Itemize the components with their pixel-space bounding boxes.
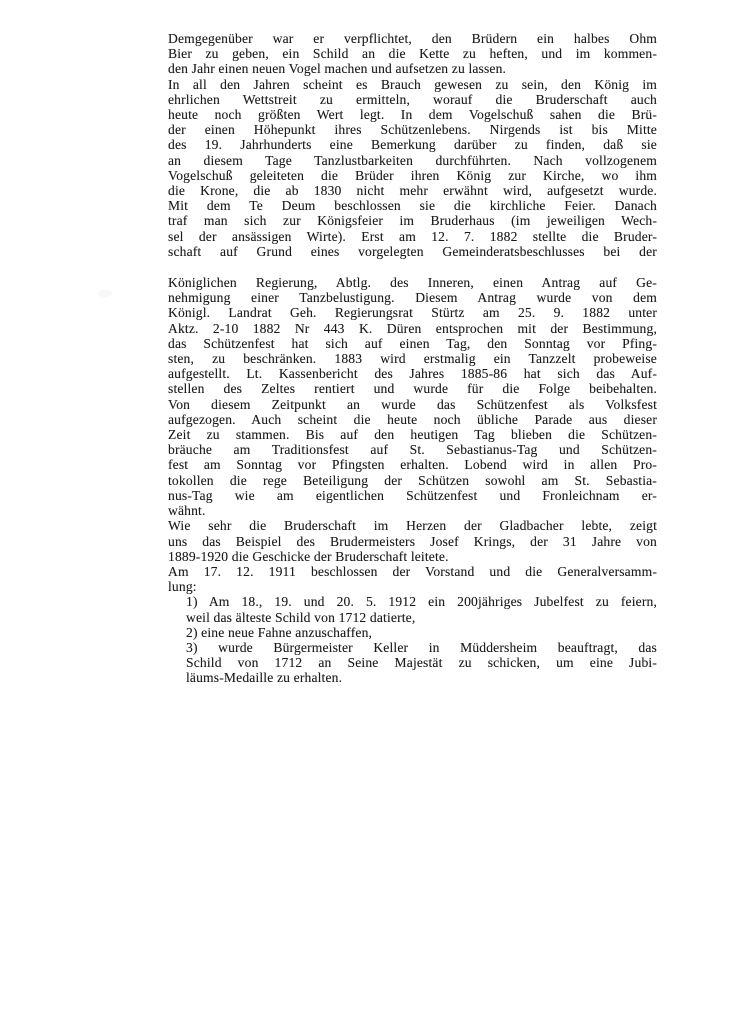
- text-line: nus-Tag wie am eigentlichen Schützenfest und Fronleichnam er-: [168, 487, 657, 503]
- text-line: lung:: [168, 579, 197, 595]
- text-line: schaft auf Grund eines vorgelegten Gemeinderatsbeschlusses bei der: [168, 243, 657, 259]
- text-line: das Schützenfest hat sich auf einen Tag, den Sonntag vor Pfing-: [168, 335, 657, 351]
- paragraph-1: [168, 31, 657, 259]
- text-line: 3) wurde Bürgermeister Keller in Müddersheim beauftragt, das: [186, 639, 657, 655]
- text-line: Am 17. 12. 1911 beschlossen der Vorstand und die Generalversamm-: [168, 563, 657, 579]
- text-line: sel der ansässigen Wirte). Erst am 12. 7. 1882 stellte die Bruder-: [168, 228, 657, 244]
- text-line: sten, zu beschränken. 1883 wird erstmalig ein Tanzzelt probeweise: [168, 351, 657, 367]
- text-line: nehmigung einer Tanzbelustigung. Diesem Antrag wurde von dem: [168, 290, 657, 306]
- text-line: tokollen die rege Beteiligung der Schützen sowohl am St. Sebastia-: [168, 472, 657, 488]
- text-line: uns das Beispiel des Brudermeisters Josef Krings, der 31 Jahre von: [168, 533, 657, 549]
- text-line: stellen des Zeltes rentiert und wurde für die Folge beibehalten.: [168, 381, 657, 397]
- paragraph-3: [168, 518, 657, 564]
- paragraph-2: [168, 275, 657, 518]
- text-line: Königlichen Regierung, Abtlg. des Inneren, einen Antrag auf Ge-: [168, 275, 657, 291]
- text-line: des 19. Jahrhunderts eine Bemerkung darüber zu finden, daß sie: [168, 137, 657, 153]
- text-line: Bier zu geben, ein Schild an die Kette zu heften, und im kommen-: [168, 46, 657, 62]
- text-line: heute noch größten Wert legt. In dem Vogelschuß sahen die Brü-: [168, 107, 657, 123]
- text-line: 2) eine neue Fahne anzuschaffen,: [186, 624, 373, 640]
- text-line: Vogelschuß geleiteten die Brüder ihren König zur Kirche, wo ihm: [168, 167, 657, 183]
- text-line: läums-Medaille zu erhalten.: [186, 670, 343, 686]
- numbered-list: [168, 594, 657, 685]
- text-line: wähnt.: [168, 503, 206, 519]
- text-line: den Jahr einen neuen Vogel machen und aufsetzen zu lassen.: [168, 61, 507, 77]
- text-line: aufgezogen. Auch scheint die heute noch übliche Parade aus dieser: [168, 411, 657, 427]
- text-line: aufgestellt. Lt. Kassenbericht des Jahres 1885-86 hat sich das Auf-: [168, 366, 657, 382]
- text-line: der einen Höhepunkt ihres Schützenlebens. Nirgends ist bis Mitte: [168, 122, 657, 138]
- text-line: Aktz. 2-10 1882 Nr 443 K. Düren entsprochen mit der Bestimmung,: [168, 320, 657, 336]
- text-line: Demgegenüber war er verpflichtet, den Brüdern ein halbes Ohm: [168, 31, 657, 46]
- text-line: die Krone, die ab 1830 nicht mehr erwähnt wird, aufgesetzt wurde.: [168, 183, 657, 199]
- text-line: Zeit zu stammen. Bis auf den heutigen Tag blieben die Schützen-: [168, 427, 657, 443]
- text-line: weil das älteste Schild von 1712 datierte,: [186, 609, 416, 625]
- paragraph-4: [168, 564, 657, 594]
- text-line: an diesem Tage Tanzlustbarkeiten durchführten. Nach vollzogenem: [168, 152, 657, 168]
- text-line: Mit dem Te Deum beschlossen sie die kirchliche Feier. Danach: [168, 198, 657, 214]
- text-line: Schild von 1712 an Seine Majestät zu schicken, um eine Jubi-: [186, 655, 657, 671]
- text-line: Von diesem Zeitpunkt an wurde das Schützenfest als Volksfest: [168, 396, 657, 412]
- text-line: traf man sich zur Königsfeier im Bruderhaus (im jeweiligen Wech-: [168, 213, 657, 229]
- page-text-block: [168, 31, 657, 686]
- text-line: 1889-1920 die Geschicke der Bruderschaft leitete.: [168, 548, 449, 564]
- text-line: Königl. Landrat Geh. Regierungsrat Stürtz am 25. 9. 1882 unter: [168, 305, 657, 321]
- text-line: ehrlichen Wettstreit zu ermitteln, worauf die Bruderschaft auch: [168, 91, 657, 107]
- text-line: In all den Jahren scheint es Brauch gewesen zu sein, den König im: [168, 76, 657, 92]
- text-line: bräuche am Traditionsfest auf St. Sebastianus-Tag und Schützen-: [168, 442, 657, 458]
- scan-smudge-artifact: [98, 290, 112, 297]
- text-line: Wie sehr die Bruderschaft im Herzen der Gladbacher lebte, zeigt: [168, 518, 657, 534]
- text-line: fest am Sonntag vor Pfingsten erhalten. Lobend wird in allen Pro-: [168, 457, 657, 473]
- text-line: 1) Am 18., 19. und 20. 5. 1912 ein 200jähriges Jubelfest zu feiern,: [186, 594, 657, 610]
